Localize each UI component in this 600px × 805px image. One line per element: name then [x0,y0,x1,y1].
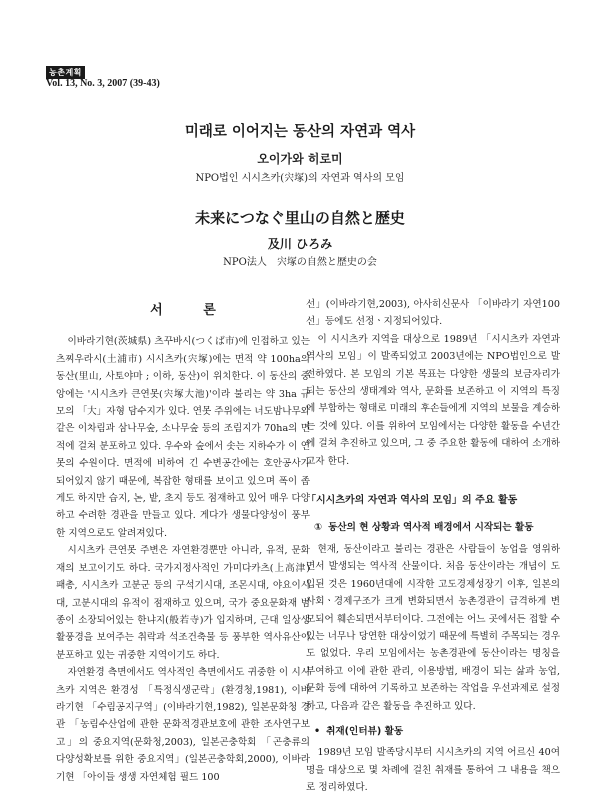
title-korean: 미래로 이어지는 동산의 자연과 역사 [184,124,416,140]
intro-paragraph-1: 이바라기현(茨城県) 츠꾸바시(つくば市)에 인접하고 있는 츠찌우라시(土浦市) 시시츠카(宍塚)에는 면적 약 100ha의 동산(里山, 사토야마 ; 이하, 동산)이 위치한다. 이 동산의 중앙에는 '시시츠카 큰연못(宍塚大池)'이라 불리는 약 3ha 규모의 「大」자형 담수지가 있다. 연못 주위에는 너도밤나무와 같은 이차림과 삼나무숲, 소나무숲 등의 조림지가 70ha의 면적에 걸쳐 분포하고 있다. 우수와 숲에서 솟는 지하수가 이 연못의 수원이다. 면적에 비하여 긴 수변공간에는 호안공사가 되어있지 않기 때문에, 복잡한 형태를 보이고 있으며 폭이 좁게도 하지만 습지, 논, 밭, 초지 등도 점재하고 있어 매우 다양하고 수려한 경관을 만들고 있다. 게다가 생물다양성이 풍부한 지역으로도 알려져있다. [56,336,311,539]
section-heading-introduction: 서 론 [150,303,234,318]
association-paragraph: 이 시시츠카 지역을 대상으로 1989년 「시시츠카 자연과 역사의 모임」이 발족되었고 2003년에는 NPO법인으로 발전하였다. 본 모임의 기본 목표는 다양한 생물의 보금자리가 되는 동산의 생태계와 역사, 문화를 보존하고 이 지역의 특징에 부합하는 형태로 미래의 후손들에게 지역의 보물을 계승하는 것에 있다. 이를 위하여 모임에서는 다양한 활동을 수년간에 걸쳐 추진하고 있으며, 그 중 주요한 활동에 대하여 소개하고자 한다. [306,333,560,467]
right-column [306,296,560,797]
author-korean: 오이가와 히로미 [257,152,343,166]
left-column [56,296,310,786]
author-japanese: 及川 ひろみ [267,237,333,251]
organization-japanese: NPO法人 宍塚の自然と歴史の会 [223,257,377,268]
item-2-marker: • [314,725,321,737]
item-2-title: 취재(인터뷰) 활동 [326,725,404,737]
continued-paragraph: 선」(이바라기현,2003), 아사히신문사 「이바라기 자연100선」등에도 선정ㆍ지정되어있다. [306,299,560,328]
intro-paragraph-3: 자연환경 측면에서도 역사적인 측면에서도 귀중한 이 시시츠카 지역은 환경성 「특정식생군락」(환경청,1981), 이바라기현 「수림공지구역」(이바라기현,1982), 일본문화청 경관 「농림수산업에 관한 문화적경관보호에 관한 조사연구보고」의 중요지역(문화청,2003), 일본곤충학회 「곤충류의 다양성확보를 위한 중요지역」(일본곤충학회,2000), 이바라기현 「아이들 생생 자연체험 필드 100 [56,667,310,783]
intro-paragraph-2: 시시츠카 큰연못 주변은 자연환경뿐만 아니라, 유적, 문화재의 보고이기도 하다. 국가지정사적인 가미다카츠(上高津) 패총, 시시츠카 고분군 등의 구석기시대, 조몬시대, 야요이시대, 고분시대의 유적이 점재하고 있으며, 국가 중요문화재 범종이 소장되어있는 한냐지(般若寺)가 입지하며, 근대 일상생활풍경을 보여주는 취락과 석조건축물 등 풍부한 역사유산이 분포하고 있는 귀중한 지역이기도 하다. [56,545,310,661]
activity-item-2-heading [306,723,560,740]
activities-subheading: 「시시츠카의 자연과 역사의 모임」의 주요 활동 [306,495,518,507]
activity-item-2-body: 1989년 모임 발족당시부터 시시츠카의 지역 어르신 40여명을 대상으로 몇 차례에 걸친 취재를 통하여 그 내용을 책으로 정리하였다. [306,747,560,794]
item-1-title: 동산의 현 상황과 역사적 배경에서 시작되는 활동 [328,522,534,534]
activity-item-1-heading [306,519,560,536]
volume-info: Vol. 13, No. 3, 2007 (39-43) [46,78,160,89]
title-japanese: 未来につなぐ里山の自然と歴史 [195,209,405,227]
activity-item-1-body: 현재, 동산이라고 불리는 경관은 사람들이 농업을 영위하면서 발생되는 역사적 산물이다. 처음 동산이라는 개념이 도입된 것은 1960년대에 시작한 고도경제성장기 이후, 일본의 사회ㆍ경제구조가 크게 변화되면서 농촌경관이 급격하게 변모되어 훼손되면서부터이다. 그전에는 어느 곳에서든 접할 수 있는 너무나 당연한 대상이었기 때문에 특별히 주목되는 경우도 없었다. 우리 모임에서는 농촌경관에 동산이라는 명칭을 부여하고 이에 관한 관리, 이용방법, 배경이 되는 삶과 농업, 문화 등에 대하여 기록하고 보존하는 작업을 우선과제로 설정하고, 다음과 같은 활동을 추진하고 있다. [306,543,560,712]
journal-badge: 농촌계획 [46,66,85,79]
organization-korean: NPO법인 시시츠카(宍塚)의 자연과 역사의 모임 [195,173,405,184]
item-1-marker: ① [314,522,323,534]
